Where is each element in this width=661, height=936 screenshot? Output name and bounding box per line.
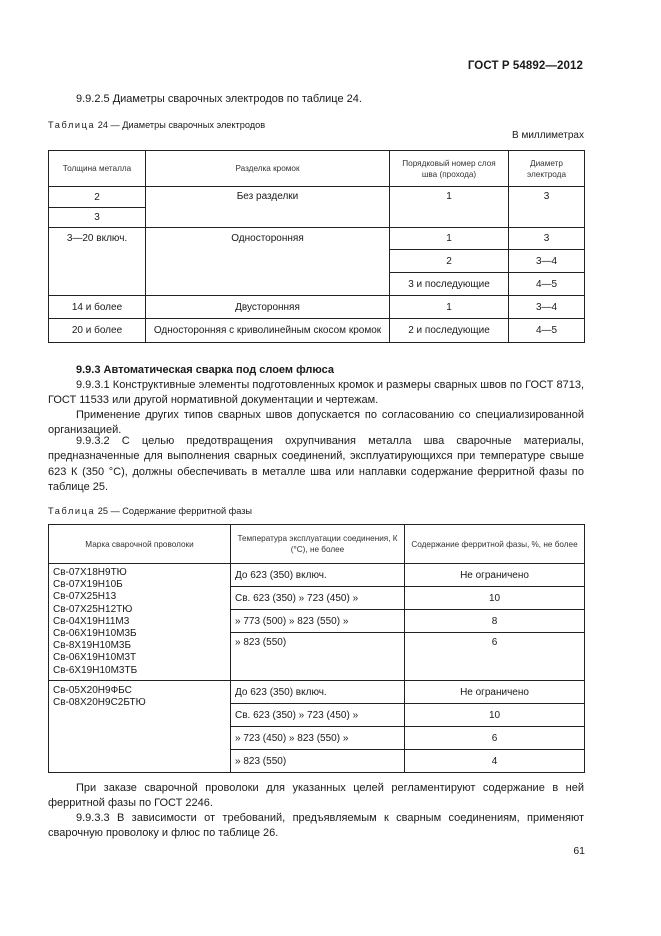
t24-r2-thickness: 3 bbox=[49, 208, 146, 228]
section-9-9-3-heading: 9.9.3 Автоматическая сварка под слоем флюса bbox=[76, 364, 335, 376]
table-25-caption bbox=[48, 506, 252, 516]
t24-r1-diameter: 3 bbox=[509, 187, 585, 228]
t24-r3-thickness: 3—20 включ. bbox=[49, 228, 146, 296]
t24-r1-layer: 1 bbox=[390, 187, 509, 228]
t25-grade: Св-06Х19Н10М3Б bbox=[53, 628, 137, 640]
table-24-units: В миллиметрах bbox=[512, 130, 584, 141]
t25-grade: Св-06Х19Н10М3Т bbox=[53, 652, 137, 664]
t25-g1-r1-temp: До 623 (350) включ. bbox=[231, 564, 405, 587]
t24-r3-layer: 1 bbox=[390, 228, 509, 250]
t25-g1-r4-temp: » 823 (550) bbox=[231, 633, 405, 681]
table-25-header-grade: Марка сварочной проволоки bbox=[49, 525, 231, 564]
t25-grade: Св-07Х18Н9ТЮ bbox=[53, 567, 127, 578]
t25-g2-r3-ferrite: 6 bbox=[405, 727, 585, 750]
paragraph-9-9-3-1: 9.9.3.1 Конструктивные элементы подготовленных кромок и размеры сварных швов по ГОСТ 8713, ГОСТ 11533 или другой нормативной документации и чертежам. bbox=[48, 379, 584, 407]
table-24-caption-label: Таблица bbox=[48, 120, 96, 130]
t24-r7-layer: 2 и последующие bbox=[390, 319, 509, 343]
t25-g1-r4-ferrite: 6 bbox=[405, 633, 585, 681]
table-25-caption-text: 25 — Содержание ферритной фазы bbox=[95, 506, 253, 516]
table-24-caption bbox=[48, 120, 265, 130]
t24-r4-layer: 2 bbox=[390, 250, 509, 273]
table-24-caption-text: 24 — Диаметры сварочных электродов bbox=[95, 120, 266, 130]
t24-r3-diameter: 3 bbox=[509, 228, 585, 250]
t24-r1-thickness: 2 bbox=[49, 187, 146, 208]
t25-g2-r3-temp: » 723 (450) » 823 (550) » bbox=[231, 727, 405, 750]
page-number: 61 bbox=[573, 845, 585, 857]
table-24-header-diameter: Диаметр электрода bbox=[509, 151, 585, 187]
table-25-header-ferrite: Содержание ферритной фазы, %, не более bbox=[405, 525, 585, 564]
t24-r5-layer: 3 и последующие bbox=[390, 273, 509, 296]
t24-r1-prep: Без разделки bbox=[146, 187, 390, 228]
t25-g1-r2-ferrite: 10 bbox=[405, 587, 585, 610]
t25-g2-r2-ferrite: 10 bbox=[405, 704, 585, 727]
t25-grade: Св-05Х20Н9ФБС bbox=[53, 685, 132, 696]
table-24-header-layer: Порядковый номер слоя шва (прохода) bbox=[390, 151, 509, 187]
paragraph-wire-order: При заказе сварочной проволоки для указанных целей регламентируют содержание в ней ферритной фазы по ГОСТ 2246. bbox=[48, 782, 584, 810]
t25-grade: Св-07Х19Н10Б bbox=[53, 579, 123, 591]
t25-g2-r1-ferrite: Не ограничено bbox=[405, 681, 585, 704]
t24-r7-thickness: 20 и более bbox=[49, 319, 146, 343]
t25-g2-r1-temp: До 623 (350) включ. bbox=[231, 681, 405, 704]
t24-r3-prep: Односторонняя bbox=[146, 228, 390, 296]
t24-r6-prep: Двусторонняя bbox=[146, 296, 390, 319]
t25-grade: Св-08Х20Н9С2БТЮ bbox=[53, 697, 146, 709]
table-25 bbox=[48, 524, 585, 773]
t25-g1-r3-ferrite: 8 bbox=[405, 610, 585, 633]
t25-grade: Св-07Х25Н13 bbox=[53, 591, 117, 603]
table-25-header-temperature: Температура эксплуатации соединения, К (°C), не более bbox=[231, 525, 405, 564]
table-25-caption-label: Таблица bbox=[48, 506, 96, 516]
t25-grade: Св-07Х25Н12ТЮ bbox=[53, 603, 133, 615]
t24-r5-diameter: 4—5 bbox=[509, 273, 585, 296]
paragraph-9-9-3-2: 9.9.3.2 С целью предотвращения охрупчивания металла шва сварочные материалы, предназначенные для выполнения сварных соединений, эксплуатирующихся при температуре свыше 623 К (350 °C), должны обеспечивать в металле шва или наплавки содержание ферритной фазы по таблице 25. bbox=[48, 435, 584, 493]
t24-r7-diameter: 4—5 bbox=[509, 319, 585, 343]
paragraph-other-seams: Применение других типов сварных швов допускается по согласованию со специализированной организацией. bbox=[48, 409, 584, 437]
table-24-header-thickness: Толщина металла bbox=[49, 151, 146, 187]
t25-group1-grades bbox=[49, 564, 231, 681]
t24-r4-diameter: 3—4 bbox=[509, 250, 585, 273]
paragraph-9-9-3-3: 9.9.3.3 В зависимости от требований, предъявляемым к сварным соединениям, применяют сварочную проволоку и флюс по таблице 26. bbox=[48, 812, 584, 840]
t25-g1-r3-temp: » 773 (500) » 823 (550) » bbox=[231, 610, 405, 633]
table-24-header-prep: Разделка кромок bbox=[146, 151, 390, 187]
t24-r6-layer: 1 bbox=[390, 296, 509, 319]
t24-r6-diameter: 3—4 bbox=[509, 296, 585, 319]
t25-grade: Св-04Х19Н11М3 bbox=[53, 615, 130, 627]
t25-grade: Св-6Х19Н10М3ТБ bbox=[53, 664, 138, 676]
t25-g2-r4-temp: » 823 (550) bbox=[231, 750, 405, 773]
t25-g2-r2-temp: Св. 623 (350) » 723 (450) » bbox=[231, 704, 405, 727]
t24-r7-prep: Односторонняя с криволинейным скосом кромок bbox=[146, 319, 390, 343]
t25-grade: Св-8Х19Н10М3Б bbox=[53, 640, 132, 652]
t25-g2-r4-ferrite: 4 bbox=[405, 750, 585, 773]
t25-g1-r1-ferrite: Не ограничено bbox=[405, 564, 585, 587]
paragraph-9-9-2-5: 9.9.2.5 Диаметры сварочных электродов по таблице 24. bbox=[76, 93, 362, 105]
t24-r6-thickness: 14 и более bbox=[49, 296, 146, 319]
table-24 bbox=[48, 150, 585, 343]
standard-number: ГОСТ Р 54892—2012 bbox=[467, 60, 583, 72]
t25-group2-grades bbox=[49, 681, 231, 773]
t25-g1-r2-temp: Св. 623 (350) » 723 (450) » bbox=[231, 587, 405, 610]
